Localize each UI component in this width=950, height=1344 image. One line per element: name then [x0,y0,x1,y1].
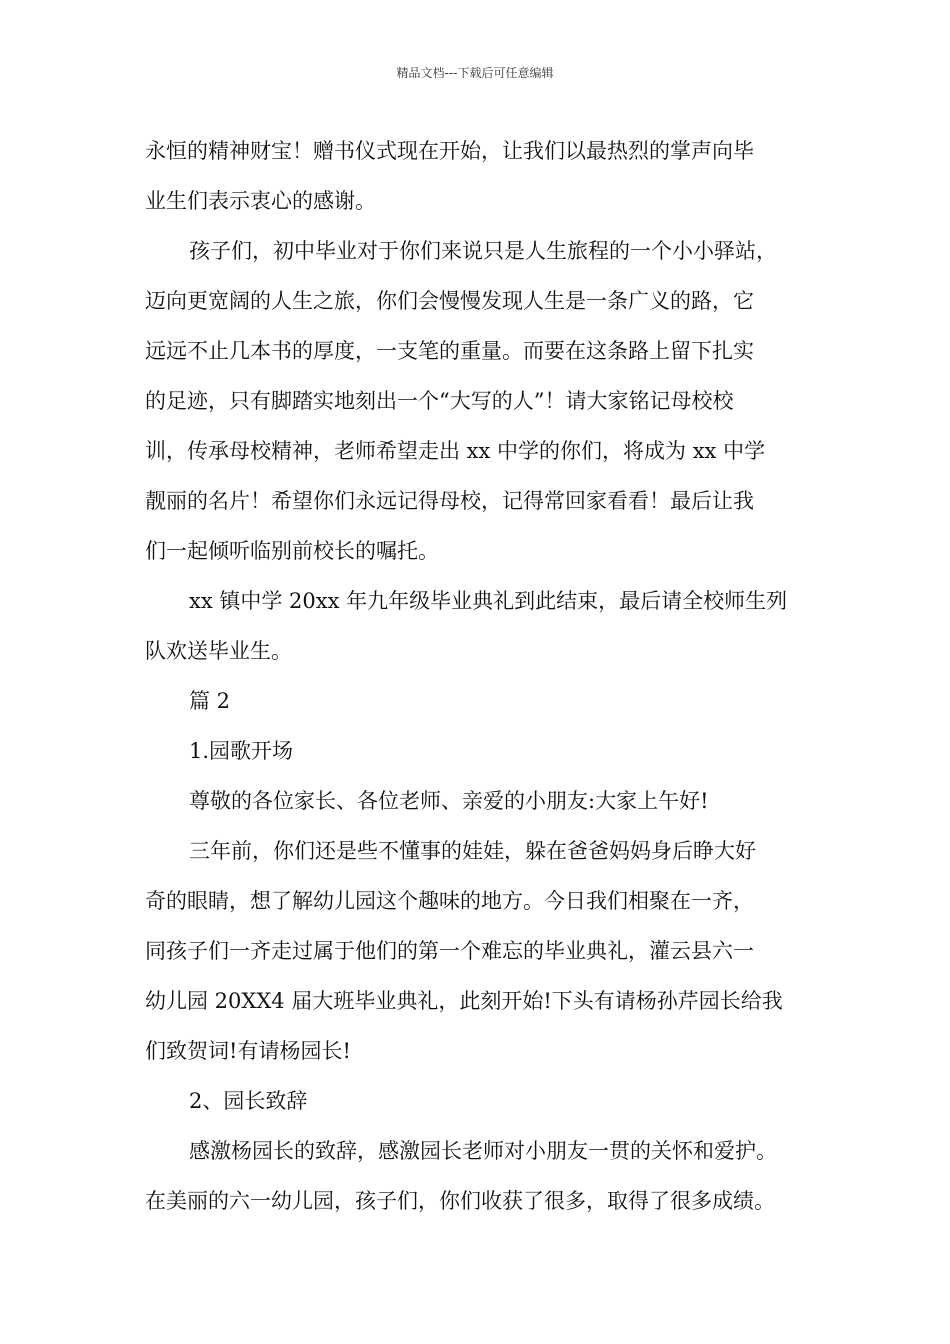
text-line: 三年前，你们还是些不懂事的娃娃，躲在爸爸妈妈身后睁大好 [189,839,756,863]
text-line: 幼儿园 20XX4 届大班毕业典礼，此刻开始!下头有请杨孙芹园长给我 [145,989,783,1013]
text-line: 业生们表示衷心的感谢。 [145,189,376,213]
section-heading: 篇 2 [189,689,231,713]
text-line: 们致贺词!有请杨园长! [145,1039,351,1063]
page-header: 精品文档---下载后可任意编辑 [396,66,554,80]
text-line: 孩子们，初中毕业对于你们来说只是人生旅程的一个小小驿站， [189,239,777,263]
text-line: 的足迹，只有脚踏实地刻出一个“大写的人”！请大家铭记母校校 [145,389,734,413]
text-line: 队欢送毕业生。 [145,639,292,663]
text-line: 同孩子们一齐走过属于他们的第一个难忘的毕业典礼，灌云县六一 [145,939,754,963]
text-line: 迈向更宽阔的人生之旅，你们会慢慢发现人生是一条广义的路，它 [145,289,754,313]
text-line: 在美丽的六一幼儿园，孩子们，你们收获了很多，取得了很多成绩。 [145,1189,775,1213]
text-line: 奇的眼睛，想了解幼儿园这个趣味的地方。今日我们相聚在一齐， [145,889,754,913]
item-heading: 1.园歌开场 [189,739,294,763]
text-line: 们一起倾听临别前校长的嘱托。 [145,539,439,563]
text-line: 感激杨园长的致辞，感激园长老师对小朋友一贯的关怀和爱护。 [189,1139,777,1163]
text-line: 永恒的精神财宝！赠书仪式现在开始，让我们以最热烈的掌声向毕 [145,139,754,163]
text-line: 尊敬的各位家长、各位老师、亲爱的小朋友:大家上午好! [189,789,709,813]
text-line: 靓丽的名片！希望你们永远记得母校，记得常回家看看！最后让我 [145,489,754,513]
text-line: 训，传承母校精神，老师希望走出 xx 中学的你们，将成为 xx 中学 [145,439,766,463]
text-line: 远远不止几本书的厚度，一支笔的重量。而要在这条路上留下扎实 [145,339,754,363]
text-line: xx 镇中学 20xx 年九年级毕业典礼到此结束，最后请全校师生列 [189,589,788,613]
item-heading: 2、园长致辞 [189,1089,308,1113]
